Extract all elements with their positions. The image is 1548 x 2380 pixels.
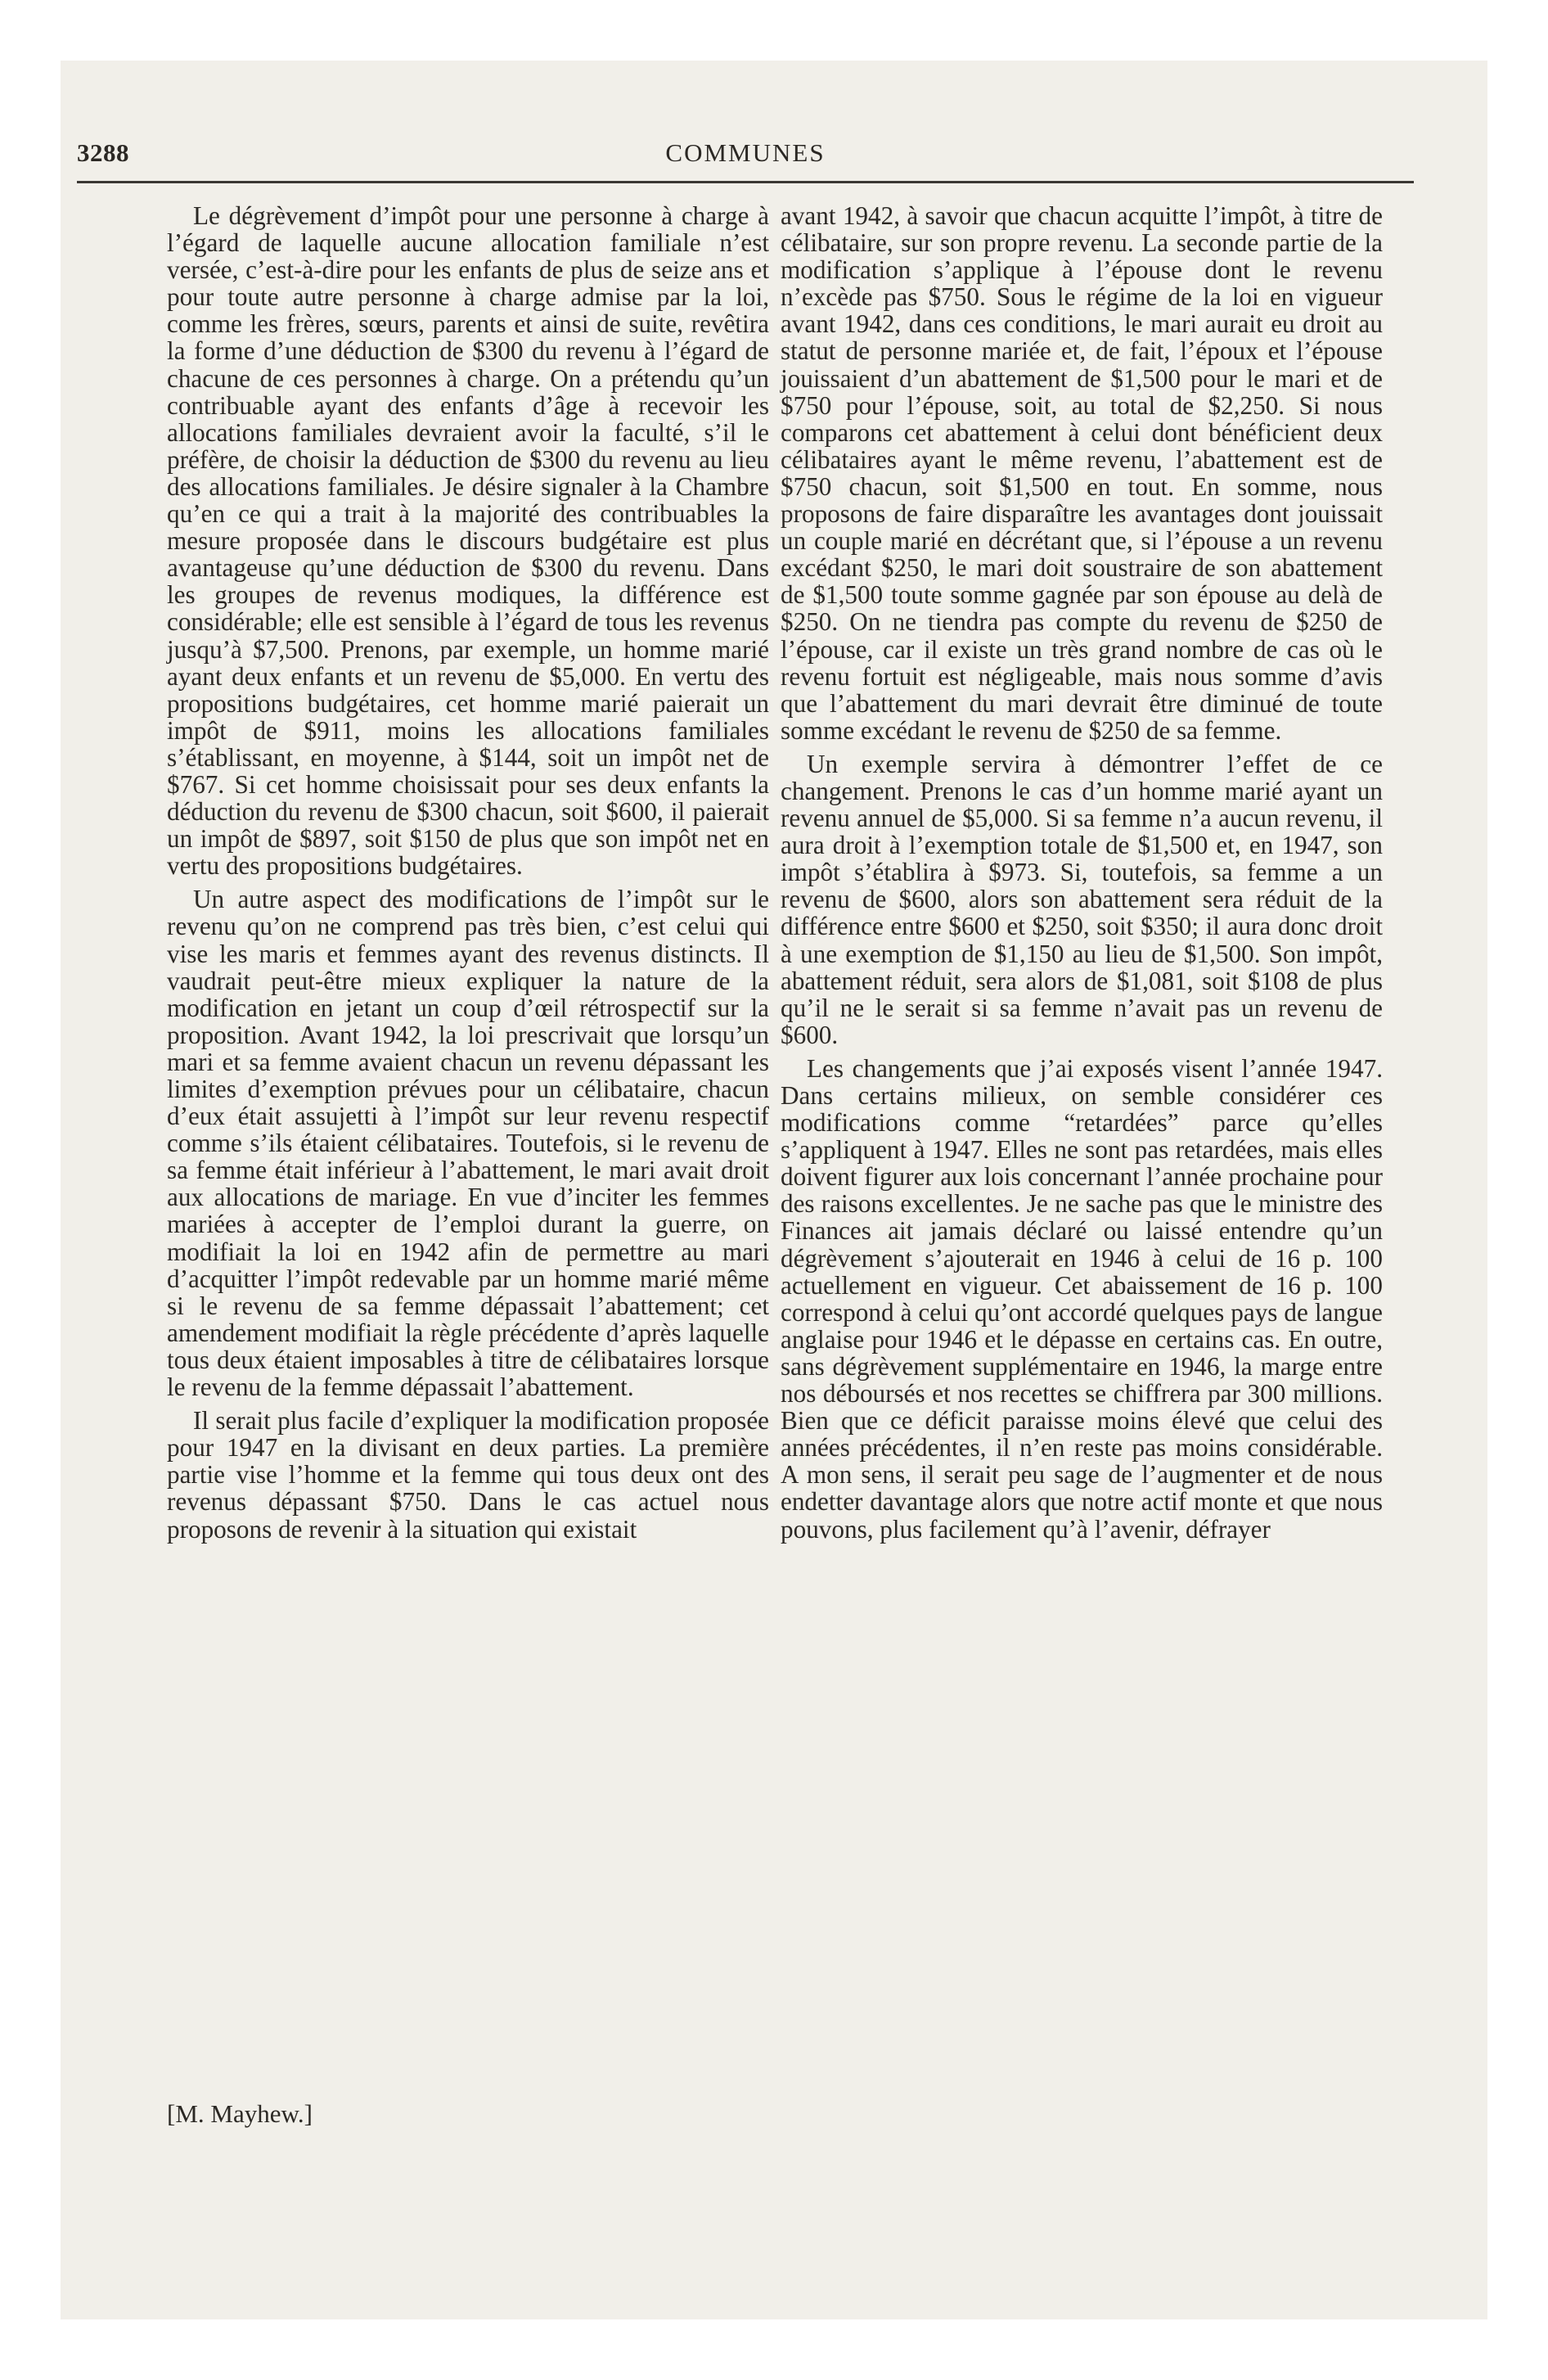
paragraph: Il serait plus facile d’expliquer la modification proposée pour 1947 en la divisant en deux parties. La première partie vise l’homme et la femme qui tous deux ont des revenus dépassant $750. Dans le cas actuel nous proposons de revenir à la situation qui existait: [167, 1406, 769, 1544]
page-number: 3288: [77, 138, 129, 167]
speaker-attribution: [M. Mayhew.]: [167, 2099, 313, 2128]
paragraph: Un autre aspect des modifications de l’impôt sur le revenu qu’on ne comprend pas très bien, c’est celui qui vise les maris et femmes ayant des revenus distincts. Il vaudrait peut-être mieux expliquer la nature de la modification en jetant un coup d’œil rétrospectif sur la proposition. Avant 1942, la loi prescrivait que lorsqu’un mari et sa femme avaient chacun un revenu dépassant les limites d’exemption prévues pour un célibataire, chacun d’eux était assujetti à l’impôt sur leur revenu respectif comme s’ils étaient célibataires. Toutefois, si le revenu de sa femme était inférieur à l’abattement, le mari avait droit aux allocations de mariage. En vue d’inciter les femmes mariées à accepter de l’emploi durant la guerre, on modifiait la loi en 1942 afin de permettre au mari d’acquitter l’impôt redevable par un homme marié même si le revenu de sa femme dépassait l’abattement; cet amendement modifiait la règle précédente d’après laquelle tous deux étaient imposables à titre de célibataires lorsque le revenu de la femme dépassait l’abattement.: [167, 885, 769, 1402]
paragraph: Un exemple servira à démontrer l’effet de ce changement. Prenons le cas d’un homme marié ayant un revenu annuel de $5,000. Si sa femme n’a aucun revenu, il aura droit à l’exemption totale de $1,500 et, en 1947, son impôt s’établira à $973. Si, toutefois, sa femme a un revenu de $600, alors son abattement sera réduit de la différence entre $600 et $250, soit $350; il aura donc droit à une exemption de $1,150 au lieu de $1,500. Son impôt, abattement réduit, sera alors de $1,081, soit $108 de plus qu’il ne le serait si sa femme n’avait pas un revenu de $600.: [781, 749, 1383, 1049]
paragraph-continuation: avant 1942, à savoir que chacun acquitte l’impôt, à titre de célibataire, sur son propre revenu. La seconde partie de la modification s’applique à l’épouse dont le revenu n’excède pas $750. Sous le régime de la loi en vigueur avant 1942, dans ces conditions, le mari aurait eu droit au statut de personne mariée et, de fait, l’époux et l’épouse jouissaient d’un abattement de $1,500 pour le mari et de $750 pour l’épouse, soit, au total de $2,250. Si nous comparons cet abattement à celui dont bénéficient deux célibataires ayant le même revenu, l’abattement est de $750 chacun, soit $1,500 en tout. En somme, nous proposons de faire disparaître les avantages dont jouissait un couple marié en décrétant que, si l’épouse a un revenu excédant $250, le mari doit soustraire de son abattement de $1,500 toute somme gagnée par son épouse au delà de $250. On ne tiendra pas compte du revenu de $250 de l’épouse, car il existe un très grand nombre de cas où le revenu fortuit est négligeable, mais nous somme d’avis que l’abattement du mari devrait être diminué de toute somme excédant le revenu de $250 de sa femme.: [781, 201, 1383, 745]
paragraph: Le dégrèvement d’impôt pour une personne à charge à l’égard de laquelle aucune allocation familiale n’est versée, c’est-à-dire pour les enfants de plus de seize ans et pour toute autre personne à charge admise par la loi, comme les frères, sœurs, parents et ainsi de suite, revêtira la forme d’une déduction de $300 du revenu à l’égard de chacune de ces personnes à charge. On a prétendu qu’un contribuable ayant des enfants d’âge à recevoir les allocations familiales devraient avoir la faculté, s’il le préfère, de choisir la déduction de $300 du revenu au lieu des allocations familiales. Je désire signaler à la Chambre qu’en ce qui a trait à la majorité des contribuables la mesure proposée dans le discours budgétaire est plus avantageuse qu’une déduction de $300 du revenu. Dans les groupes de revenus modiques, la différence est considérable; elle est sensible à l’égard de tous les revenus jusqu’à $7,500. Prenons, par exemple, un homme marié ayant deux enfants et un revenu de $5,000. En vertu des propositions budgétaires, cet homme marié paierait un impôt de $911, moins les allocations familiales s’établissant, en moyenne, à $144, soit un impôt net de $767. Si cet homme choisissait pour ses deux enfants la déduction du revenu de $300 chacun, soit $600, il paierait un impôt de $897, soit $150 de plus que son impôt net en vertu des propositions budgétaires.: [167, 201, 769, 881]
right-column: [781, 202, 1383, 1549]
page-header: [77, 135, 1414, 183]
running-head: COMMUNES: [665, 138, 826, 167]
paragraph: Les changements que j’ai exposés visent l’année 1947. Dans certains milieux, on semble considérer ces modifications comme “retardées” parce qu’elles s’appliquent à 1947. Elles ne sont pas retardées, mais elles doivent figurer aux lois concernant l’année prochaine pour des raisons excellentes. Je ne sache pas que le ministre des Finances ait jamais déclaré ou laissé entendre qu’un dégrèvement s’ajouterait en 1946 à celui de 16 p. 100 actuellement en vigueur. Cet abaissement de 16 p. 100 correspond à celui qu’ont accordé quelques pays de langue anglaise pour 1946 et le dépasse en certains cas. En outre, sans dégrèvement supplémentaire en 1946, la marge entre nos déboursés et nos recettes se chiffrera par 300 millions. Bien que ce déficit paraisse moins élevé que celui des années précédentes, il n’en reste pas moins considérable. A mon sens, il serait peu sage de l’augmenter et de nous endetter davantage alors que notre actif monte et que nous pouvons, plus facilement qu’à l’avenir, défrayer: [781, 1053, 1383, 1544]
left-column: [167, 202, 769, 1549]
